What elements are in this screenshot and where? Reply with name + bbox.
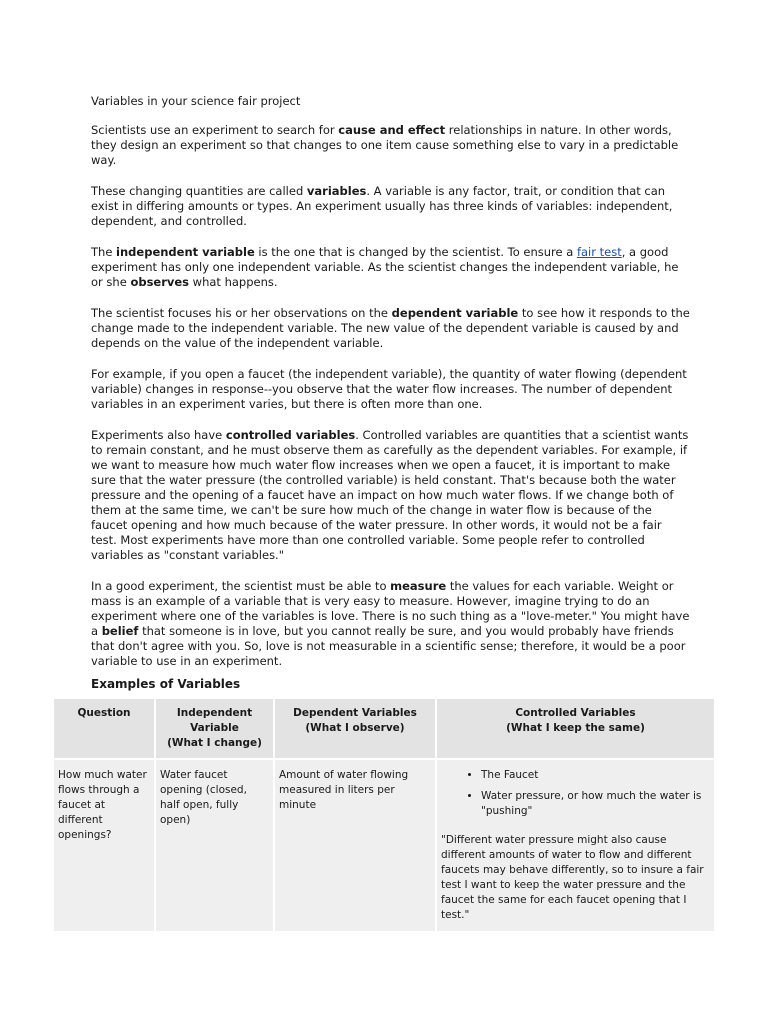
text: . Controlled variables are quantities that a scientist wants to remain constant, and he must observe them as carefully as the dependent variables. For example, if we want to measure how much water flow increases when we open a faucet, it is important to make sure that the water pressure (the controlled variable) is held constant. That's because both the water pressure and the opening of a faucet have an impact on how much water flows. If we change both of them at the same time, we can't be sure how much of the change in water flow is because of the faucet opening and how much because of the water pressure. In other words, it would not be a fair test. Most experiments have more than one controlled variable. Some people refer to controlled variables as "constant variables.": [91, 428, 689, 562]
cell-controlled: [436, 759, 714, 931]
cell-independent: Water faucet opening (closed, half open, fully open): [155, 759, 274, 931]
list-item: • The Faucet: [481, 768, 710, 783]
paragraph-dependent-variable: [91, 306, 691, 351]
variables-table: [54, 699, 714, 931]
text: The scientist focuses his or her observations on the: [91, 306, 392, 320]
paragraph-measure: [91, 579, 691, 669]
header-independent-line2: Variable: [190, 722, 239, 734]
bold-term-variables: variables: [306, 184, 367, 198]
paragraph-controlled-variables: [91, 428, 691, 563]
header-controlled-line1: Controlled Variables: [515, 707, 636, 719]
header-controlled: [436, 699, 714, 759]
header-dependent: [274, 699, 436, 759]
bold-term-belief: belief: [101, 624, 139, 638]
bold-term-measure: measure: [390, 579, 447, 593]
bold-term-controlled-variables: controlled variables: [225, 428, 356, 442]
text: , a good experiment has only one independent variable. As the scientist changes the independent variable, he or she: [91, 245, 679, 289]
controlled-note: "Different water pressure might also cause different amounts of water to flow and different faucets may behave differently, so to insure a fair test I want to keep the water pressure and the faucet the same for each faucet opening that I test.": [441, 834, 704, 921]
bold-term-dependent-variable: dependent variable: [391, 306, 519, 320]
text: These changing quantities are called: [91, 184, 307, 198]
text: In a good experiment, the scientist must be able to: [91, 579, 391, 593]
bold-term-independent-variable: independent variable: [116, 245, 255, 259]
text: relationships in nature. In other words, they design an experiment so that changes to one item cause something else to vary in a predictable way.: [91, 123, 679, 167]
text: Scientists use an experiment to search for: [91, 123, 339, 137]
header-dependent-line2: (What I observe): [305, 722, 405, 734]
header-independent-line3: (What I change): [167, 737, 262, 749]
fair-test-link[interactable]: fair test: [576, 245, 622, 259]
text: is the one that is changed by the scientist. To ensure a: [254, 245, 577, 259]
paragraph-variables: [91, 184, 691, 229]
text: to see how it responds to the change made to the independent variable. The new value of the dependent variable is caused by and depends on the value of the independent variable.: [91, 306, 690, 350]
text: Experiments also have: [91, 428, 226, 442]
text: . A variable is any factor, trait, or condition that can exist in differing amounts or types. An experiment usually has three kinds of variables: independent, dependent, and controlled.: [91, 184, 673, 228]
bold-term-cause-and-effect: cause and effect: [338, 123, 446, 137]
page-title: Variables in your science fair project: [91, 94, 301, 108]
text: the values for each variable. Weight or mass is an example of a variable that is very easy to measure. However, imagine trying to do an experiment where one of the variables is love. There is no such thing as a "love-meter." You might have a: [91, 579, 690, 638]
text: what happens.: [189, 275, 278, 289]
header-question-label: Question: [77, 707, 131, 719]
paragraph-cause-effect: [91, 123, 691, 168]
cell-dependent: Amount of water flowing measured in liters per minute: [274, 759, 436, 931]
bold-term-observes: observes: [130, 275, 190, 289]
header-dependent-line1: Dependent Variables: [293, 707, 417, 719]
header-controlled-line2: (What I keep the same): [506, 722, 645, 734]
controlled-list: [441, 768, 710, 819]
header-independent-line1: Independent: [176, 707, 253, 719]
text: that someone is in love, but you cannot really be sure, and you would probably have friends that don't agree with you. So, love is not measurable in a scientific sense; therefore, it would be a poor variable to use in an experiment.: [91, 624, 686, 668]
list-item: • Water pressure, or how much the water is "pushing": [481, 789, 710, 819]
paragraph-faucet-example: For example, if you open a faucet (the independent variable), the quantity of water flowing (dependent variable) changes in response--you observe that the water flow increases. The number of dependent variables in an experiment varies, but there is often more than one.: [91, 367, 687, 411]
text: The: [91, 245, 117, 259]
article-body: [91, 93, 691, 685]
paragraph-independent-variable: [91, 245, 691, 290]
cell-question: How much water flows through a faucet at different openings?: [54, 759, 155, 931]
examples-heading: Examples of Variables: [91, 677, 241, 691]
table-row: [54, 759, 714, 931]
header-independent: [155, 699, 274, 759]
header-question: [54, 699, 155, 759]
table-header-row: [54, 699, 714, 759]
